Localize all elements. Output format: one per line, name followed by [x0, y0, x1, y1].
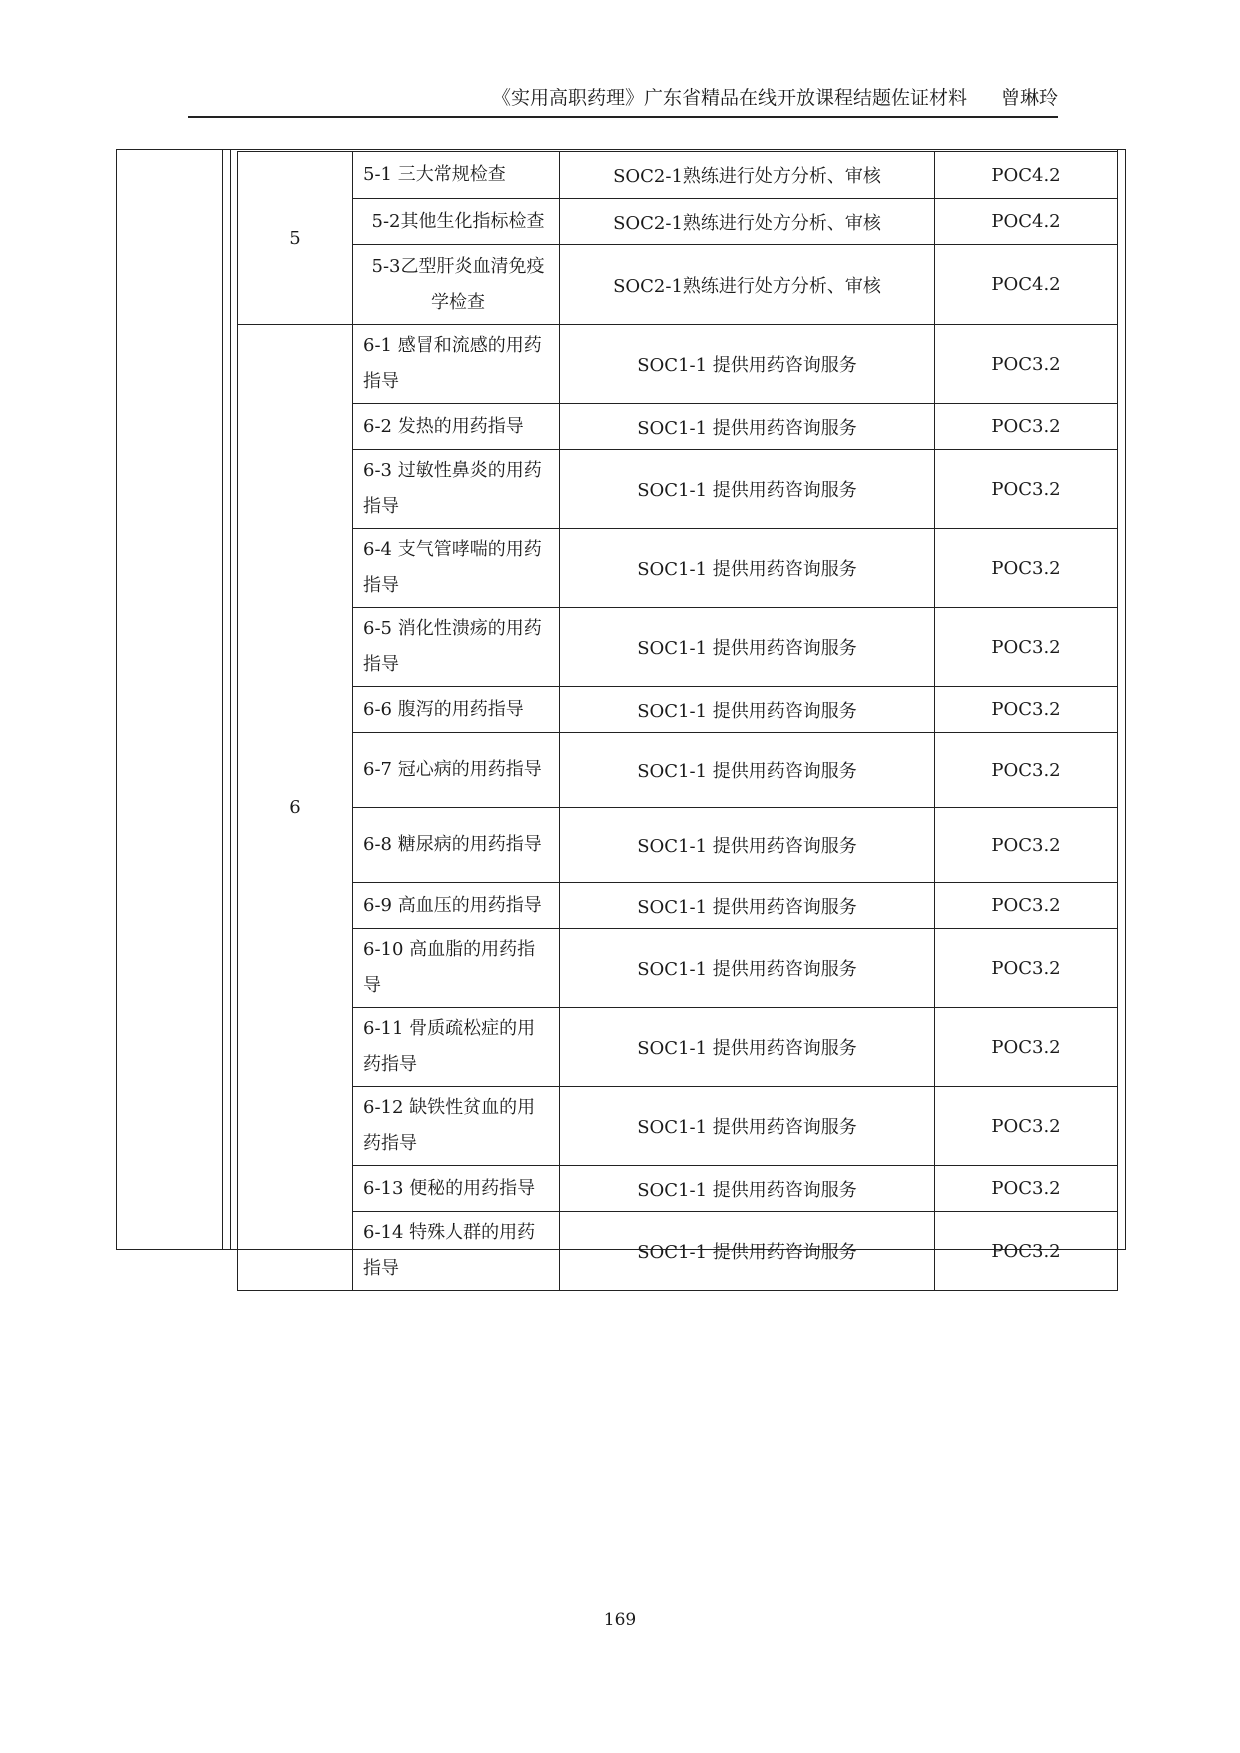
soc-cell: SOC1-1 提供用药咨询服务 [560, 687, 935, 733]
soc-cell: SOC1-1 提供用药咨询服务 [560, 1087, 935, 1166]
table-body [238, 152, 1118, 1291]
table-row [238, 883, 1118, 929]
course-mapping-table [237, 151, 1118, 1291]
soc-cell: SOC1-1 提供用药咨询服务 [560, 733, 935, 808]
poc-cell: POC3.2 [935, 404, 1118, 450]
poc-cell: POC3.2 [935, 929, 1118, 1008]
topic-cell: 6-4 支气管哮喘的用药指导 [353, 529, 560, 608]
poc-cell: POC3.2 [935, 325, 1118, 404]
table-row [238, 733, 1118, 808]
table-row [238, 325, 1118, 404]
topic-cell: 6-5 消化性溃疡的用药指导 [353, 608, 560, 687]
group-number-cell: 5 [238, 152, 353, 325]
soc-cell: SOC1-1 提供用药咨询服务 [560, 608, 935, 687]
poc-cell: POC3.2 [935, 1008, 1118, 1087]
group-number-cell: 6 [238, 325, 353, 1291]
table-row [238, 1212, 1118, 1291]
soc-cell: SOC1-1 提供用药咨询服务 [560, 1212, 935, 1291]
topic-cell: 5-3乙型肝炎血清免疫学检查 [353, 245, 560, 325]
soc-cell: SOC1-1 提供用药咨询服务 [560, 929, 935, 1008]
soc-cell: SOC2-1熟练进行处方分析、审核 [560, 245, 935, 325]
topic-cell: 5-2其他生化指标检查 [353, 199, 560, 245]
topic-cell: 6-14 特殊人群的用药指导 [353, 1212, 560, 1291]
table-row [238, 608, 1118, 687]
table-row [238, 199, 1118, 245]
poc-cell: POC3.2 [935, 1166, 1118, 1212]
page-header [188, 84, 1058, 118]
poc-cell: POC4.2 [935, 245, 1118, 325]
table-row [238, 929, 1118, 1008]
table-row [238, 529, 1118, 608]
soc-cell: SOC1-1 提供用药咨询服务 [560, 450, 935, 529]
topic-cell: 6-10 高血脂的用药指导 [353, 929, 560, 1008]
soc-cell: SOC1-1 提供用药咨询服务 [560, 325, 935, 404]
soc-cell: SOC2-1熟练进行处方分析、审核 [560, 199, 935, 245]
topic-cell: 6-12 缺铁性贫血的用药指导 [353, 1087, 560, 1166]
header-author: 曾琳玲 [1000, 87, 1058, 109]
table-row [238, 808, 1118, 883]
soc-cell: SOC1-1 提供用药咨询服务 [560, 1008, 935, 1087]
topic-cell: 6-11 骨质疏松症的用药指导 [353, 1008, 560, 1087]
poc-cell: POC4.2 [935, 199, 1118, 245]
column-divider [230, 149, 231, 1250]
topic-cell: 6-6 腹泻的用药指导 [353, 687, 560, 733]
poc-cell: POC3.2 [935, 733, 1118, 808]
table-row [238, 687, 1118, 733]
poc-cell: POC4.2 [935, 152, 1118, 199]
poc-cell: POC3.2 [935, 529, 1118, 608]
soc-cell: SOC2-1熟练进行处方分析、审核 [560, 152, 935, 199]
topic-cell: 5-1 三大常规检查 [353, 152, 560, 199]
table-row [238, 245, 1118, 325]
column-divider [222, 149, 223, 1250]
table-row [238, 1166, 1118, 1212]
poc-cell: POC3.2 [935, 1212, 1118, 1291]
table-row [238, 1008, 1118, 1087]
poc-cell: POC3.2 [935, 608, 1118, 687]
poc-cell: POC3.2 [935, 808, 1118, 883]
table-row [238, 1087, 1118, 1166]
poc-cell: POC3.2 [935, 883, 1118, 929]
topic-cell: 6-2 发热的用药指导 [353, 404, 560, 450]
soc-cell: SOC1-1 提供用药咨询服务 [560, 529, 935, 608]
topic-cell: 6-3 过敏性鼻炎的用药指导 [353, 450, 560, 529]
topic-cell: 6-13 便秘的用药指导 [353, 1166, 560, 1212]
topic-cell: 6-8 糖尿病的用药指导 [353, 808, 560, 883]
soc-cell: SOC1-1 提供用药咨询服务 [560, 404, 935, 450]
topic-cell: 6-7 冠心病的用药指导 [353, 733, 560, 808]
soc-cell: SOC1-1 提供用药咨询服务 [560, 883, 935, 929]
poc-cell: POC3.2 [935, 687, 1118, 733]
header-title: 《实用高职药理》广东省精品在线开放课程结题佐证材料 [491, 87, 967, 109]
topic-cell: 6-9 高血压的用药指导 [353, 883, 560, 929]
table-row [238, 404, 1118, 450]
table-row [238, 152, 1118, 199]
topic-cell: 6-1 感冒和流感的用药指导 [353, 325, 560, 404]
soc-cell: SOC1-1 提供用药咨询服务 [560, 1166, 935, 1212]
table-row [238, 450, 1118, 529]
soc-cell: SOC1-1 提供用药咨询服务 [560, 808, 935, 883]
page-number: 169 [603, 1610, 637, 1630]
poc-cell: POC3.2 [935, 450, 1118, 529]
poc-cell: POC3.2 [935, 1087, 1118, 1166]
